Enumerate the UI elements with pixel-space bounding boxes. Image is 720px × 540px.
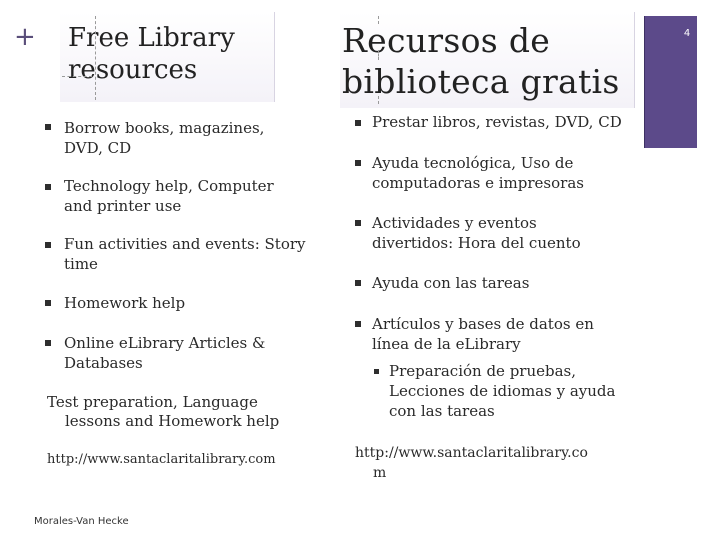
guide-line [62,76,92,77]
left-item-line: and printer use [64,197,182,215]
left-item-line: Technology help, Computer [64,177,274,195]
right-item-line: Prestar libros, revistas, DVD, CD [372,113,622,131]
test-prep-line: Test preparation, Language [47,393,258,411]
bullet-square-icon [45,124,51,130]
bullet-square-icon [355,321,361,327]
right-sub-item-line: Lecciones de idiomas y ayuda [389,382,616,400]
right-item-line: línea de la eLibrary [372,335,521,353]
right-item-line: Ayuda con las tareas [372,274,530,292]
right-item-text [372,314,642,354]
right-item-text [372,153,642,193]
right-sub-item-line: Preparación de pruebas, [389,362,577,380]
left-item-line: Homework help [64,294,186,312]
bullet-square-icon [355,120,361,126]
left-item-text [64,234,339,274]
right-url-link[interactable] [355,443,645,483]
right-title-line1: Recursos de [342,21,551,60]
guide-line [378,16,379,24]
right-title [340,12,634,102]
test-prep-text [47,393,327,431]
right-item-line: divertidos: Hora del cuento [372,234,581,252]
left-item-line: Online eLibrary Articles & [64,334,266,352]
right-url-line[interactable]: m [373,465,387,481]
guide-line [378,50,379,60]
bullet-square-icon [355,160,361,166]
bullet-square-icon [355,220,361,226]
right-title-line2: biblioteca gratis [342,62,620,101]
bullet-square-icon [374,369,379,374]
left-item-line: Borrow books, magazines, [64,119,265,137]
left-item-line: DVD, CD [64,139,132,157]
test-prep-line: lessons and Homework help [65,412,280,430]
left-url-link[interactable]: http://www.santaclaritalibrary.com [47,452,276,467]
left-item-text [64,176,334,216]
left-title [60,12,274,86]
page-number: 4 [683,28,691,39]
right-item-text [372,273,642,293]
right-item-line: Artículos y bases de datos en [372,315,594,333]
left-title-line1: Free Library [68,23,235,53]
bullet-square-icon [45,242,51,248]
left-title-block [60,12,275,102]
left-title-line2: resources [68,55,198,85]
right-sub-item-text [389,361,639,421]
right-sub-item-line: con las tareas [389,402,495,420]
bullet-square-icon [45,300,51,306]
plus-icon: + [14,22,36,52]
left-item-line: Fun activities and events: Story [64,235,306,253]
right-item-line: Ayuda tecnológica, Uso de [372,154,574,172]
guide-line [378,96,379,104]
left-item-line: Databases [64,354,143,372]
right-item-line: Actividades y eventos [372,214,537,232]
right-title-block [340,12,635,108]
bullet-square-icon [45,184,51,190]
left-item-text [64,118,334,158]
bullet-square-icon [355,280,361,286]
right-url-line[interactable]: http://www.santaclaritalibrary.co [355,445,588,461]
guide-line [95,16,96,100]
left-item-line: time [64,255,98,273]
right-item-text [372,213,642,253]
right-item-line: computadoras e impresoras [372,174,584,192]
right-item-text [372,112,642,132]
left-item-text [64,333,334,373]
author-credit: Morales-Van Hecke [34,516,129,527]
left-item-text [64,293,334,313]
bullet-square-icon [45,340,51,346]
